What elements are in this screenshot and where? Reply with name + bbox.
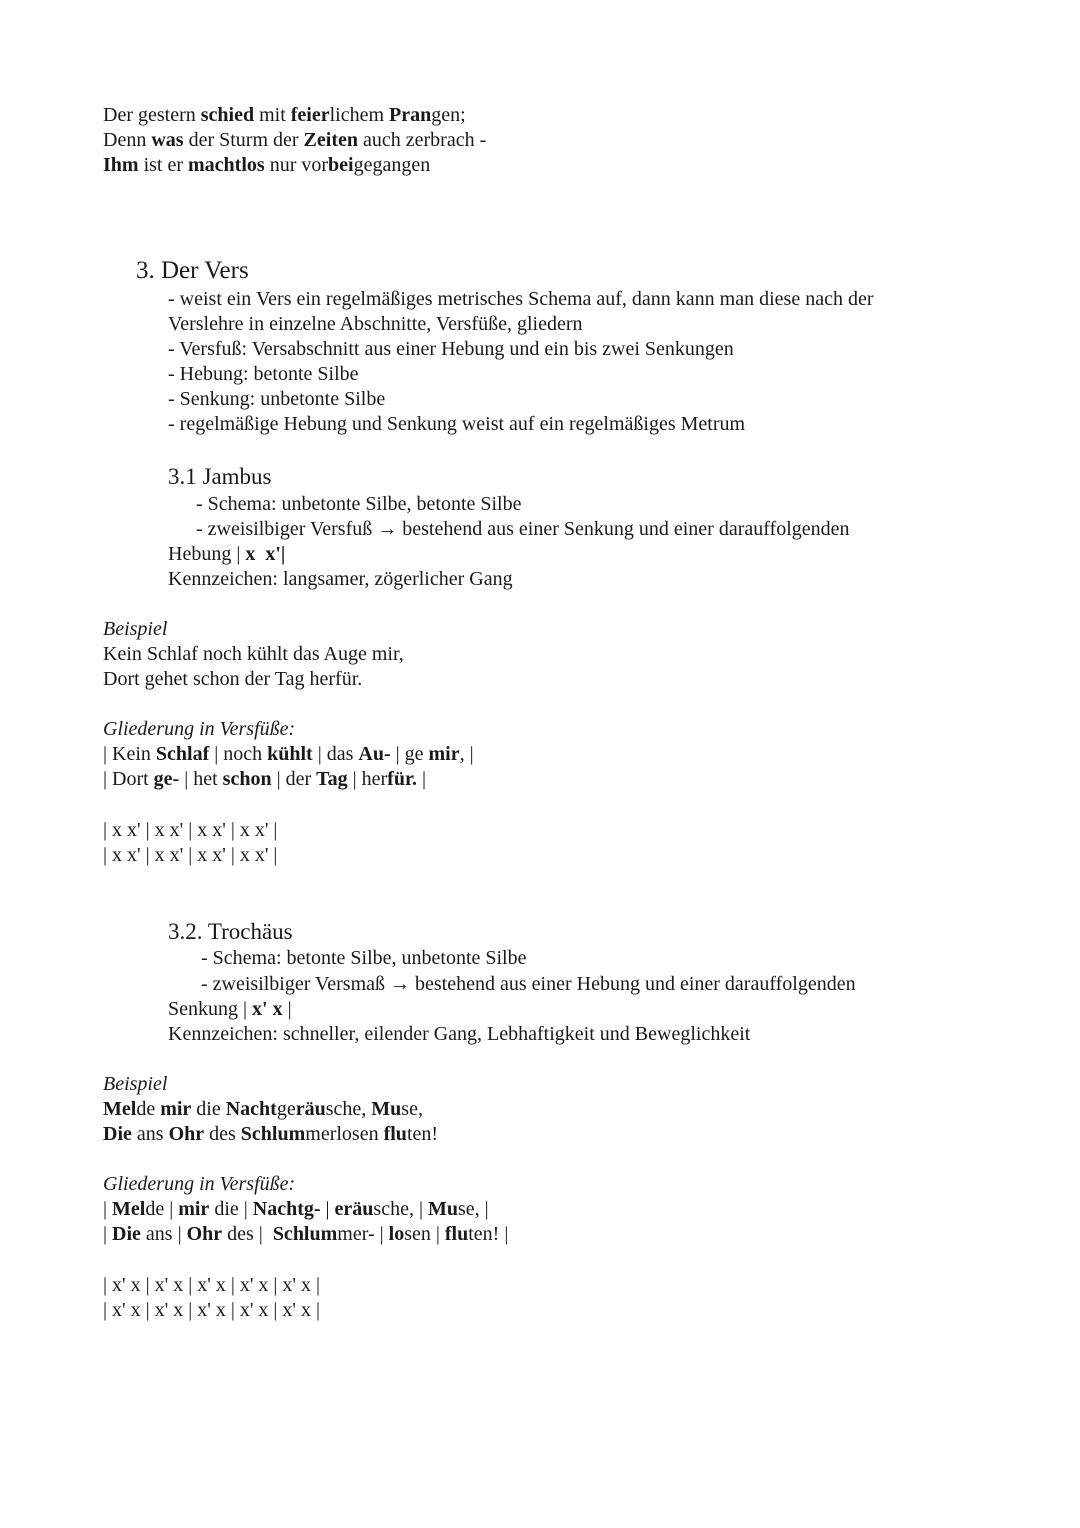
stressed-syllable: mir xyxy=(428,743,460,765)
text-segment: gen; xyxy=(431,104,466,126)
jambus-gliederung-line xyxy=(103,767,426,792)
text-segment: ans | xyxy=(140,1223,187,1245)
text-segment: de xyxy=(136,1098,161,1120)
text-segment: | noch xyxy=(209,743,268,765)
jambus-example-line: Kein Schlaf noch kühlt das Auge mir, xyxy=(103,643,404,665)
jambus-example-line: Dort gehet schon der Tag herfür. xyxy=(103,668,363,690)
text-segment: mit xyxy=(254,104,291,126)
stressed-syllable: Pran xyxy=(389,104,432,126)
text-segment: | her xyxy=(347,768,388,790)
text-segment: nur vor xyxy=(264,154,329,176)
jambus-gliederung-label: Gliederung in Versfüße: xyxy=(103,718,296,740)
intro-line-2 xyxy=(103,128,486,153)
trochaeus-gliederung-line xyxy=(103,1222,508,1247)
text-segment: de | xyxy=(145,1198,179,1220)
text-segment: des xyxy=(204,1123,241,1145)
stressed-syllable: Au- xyxy=(358,743,391,765)
stressed-syllable: Mel xyxy=(112,1198,146,1220)
trochaeus-example-label: Beispiel xyxy=(103,1073,168,1095)
text-segment: sche, | xyxy=(373,1198,428,1220)
section-line: - Hebung: betonte Silbe xyxy=(168,363,359,385)
text-segment: | Kein xyxy=(103,743,156,765)
text-segment: | xyxy=(103,1223,113,1245)
section-line: - regelmäßige Hebung und Senkung weist auf ein regelmäßiges Metrum xyxy=(168,413,746,435)
stressed-syllable: räu xyxy=(295,1098,326,1120)
stressed-syllable: mir xyxy=(178,1198,210,1220)
section-heading: 3. Der Vers xyxy=(136,257,249,284)
section-line: Verslehre in einzelne Abschnitte, Versfüße, gliedern xyxy=(168,313,583,335)
trochaeus-schema: - Schema: betonte Silbe, unbetonte Silbe xyxy=(201,947,527,969)
text-segment: Hebung | xyxy=(168,543,246,565)
text-segment: | xyxy=(320,1198,335,1220)
stressed-syllable: schon xyxy=(222,768,272,790)
text-segment: | das xyxy=(312,743,359,765)
text-segment: se, | xyxy=(457,1198,489,1220)
trochaeus-desc-cont xyxy=(168,997,292,1022)
section-line: - Senkung: unbetonte Silbe xyxy=(168,388,386,410)
intro-line-1 xyxy=(103,103,466,128)
stressed-syllable: Schlaf xyxy=(155,743,210,765)
trochaeus-desc: - zweisilbiger Versmaß → bestehend aus einer Hebung und einer darauffolgenden xyxy=(201,973,856,995)
text-segment: | xyxy=(282,998,292,1020)
stressed-syllable: Die xyxy=(103,1123,132,1145)
jambus-desc-cont xyxy=(168,542,285,567)
text-segment: Denn xyxy=(103,129,152,151)
text-segment: | ge xyxy=(390,743,429,765)
trochaeus-example-line xyxy=(103,1097,423,1122)
text-segment: der Sturm der xyxy=(183,129,304,151)
stressed-syllable: machtlos xyxy=(188,154,265,176)
stressed-syllable: Ohr xyxy=(168,1123,205,1145)
stressed-syllable: Mu xyxy=(427,1198,458,1220)
text-segment: sen xyxy=(351,1123,379,1145)
jambus-example-label: Beispiel xyxy=(103,618,168,640)
jambus-scheme-line: | x x' | x x' | x x' | x x' | xyxy=(103,819,278,841)
stressed-syllable: bei xyxy=(328,154,354,176)
stressed-syllable: x x'| xyxy=(245,543,286,565)
stressed-syllable: Zeiten xyxy=(303,129,358,151)
stressed-syllable: lo xyxy=(388,1223,405,1245)
text-segment: auch zerbrach - xyxy=(357,129,487,151)
stressed-syllable: Ihm xyxy=(103,154,139,176)
stressed-syllable: x' x xyxy=(252,998,283,1020)
trochaeus-example-line xyxy=(103,1122,438,1147)
text-segment: gegangen xyxy=(353,154,431,176)
stressed-syllable: Nachtg- xyxy=(252,1198,321,1220)
intro-line-3 xyxy=(103,153,430,178)
text-segment: | xyxy=(103,1198,113,1220)
stressed-syllable: flu xyxy=(383,1123,407,1145)
text-segment: des | xyxy=(222,1223,273,1245)
text-segment: Senkung | xyxy=(168,998,253,1020)
stressed-syllable: kühlt xyxy=(267,743,313,765)
text-segment: mer- | xyxy=(337,1223,389,1245)
text-segment: ten! | xyxy=(468,1223,509,1245)
text-segment: ge xyxy=(276,1098,296,1120)
text-segment: , | xyxy=(459,743,474,765)
stressed-syllable: Tag xyxy=(316,768,348,790)
text-segment: se, xyxy=(401,1098,423,1120)
stressed-syllable: schied xyxy=(200,104,255,126)
trochaeus-scheme-line: | x' x | x' x | x' x | x' x | x' x | xyxy=(103,1274,321,1296)
text-segment: | Dort xyxy=(103,768,154,790)
stressed-syllable: Schlum xyxy=(240,1123,306,1145)
stressed-syllable: Nacht xyxy=(225,1098,277,1120)
text-segment: Der gestern xyxy=(103,104,201,126)
text-segment: sche, xyxy=(325,1098,372,1120)
text-segment: ist er xyxy=(138,154,189,176)
text-segment: lichem xyxy=(329,104,390,126)
stressed-syllable: eräu xyxy=(334,1198,374,1220)
stressed-syllable: ge- xyxy=(153,768,180,790)
stressed-syllable: Die xyxy=(112,1223,141,1245)
text-segment: merlo xyxy=(305,1123,352,1145)
trochaeus-kennzeichen: Kennzeichen: schneller, eilender Gang, Lebhaftigkeit und Beweglichkeit xyxy=(168,1023,751,1045)
stressed-syllable: was xyxy=(151,129,184,151)
section-line: - Versfuß: Versabschnitt aus einer Hebung und ein bis zwei Senkungen xyxy=(168,338,734,360)
jambus-gliederung-line xyxy=(103,742,474,767)
text-segment: ans xyxy=(131,1123,169,1145)
text-segment: | xyxy=(417,768,427,790)
text-segment: ten! xyxy=(406,1123,439,1145)
text-segment: die xyxy=(191,1098,226,1120)
jambus-kennzeichen: Kennzeichen: langsamer, zögerlicher Gang xyxy=(168,568,513,590)
jambus-scheme-line: | x x' | x x' | x x' | x x' | xyxy=(103,844,278,866)
trochaeus-gliederung-label: Gliederung in Versfüße: xyxy=(103,1173,296,1195)
text-segment: sen | xyxy=(404,1223,445,1245)
stressed-syllable: Mu xyxy=(371,1098,402,1120)
jambus-schema: - Schema: unbetonte Silbe, betonte Silbe xyxy=(196,493,522,515)
stressed-syllable: feier xyxy=(290,104,330,126)
stressed-syllable: flu xyxy=(444,1223,469,1245)
stressed-syllable: Schlum xyxy=(272,1223,338,1245)
stressed-syllable: für. xyxy=(387,768,417,790)
text-segment: die | xyxy=(209,1198,253,1220)
stressed-syllable: Ohr xyxy=(186,1223,223,1245)
text-segment: | het xyxy=(179,768,223,790)
stressed-syllable: Mel xyxy=(103,1098,137,1120)
stressed-syllable: mir xyxy=(160,1098,192,1120)
trochaeus-scheme-line: | x' x | x' x | x' x | x' x | x' x | xyxy=(103,1299,321,1321)
subheading-jambus: 3.1 Jambus xyxy=(168,464,272,489)
section-line: - weist ein Vers ein regelmäßiges metrisches Schema auf, dann kann man diese nach der xyxy=(168,288,874,310)
subheading-trochaeus: 3.2. Trochäus xyxy=(168,919,293,944)
jambus-desc: - zweisilbiger Versfuß → bestehend aus einer Senkung und einer darauffolgenden xyxy=(196,518,850,540)
trochaeus-gliederung-line xyxy=(103,1197,489,1222)
text-segment: | der xyxy=(271,768,317,790)
